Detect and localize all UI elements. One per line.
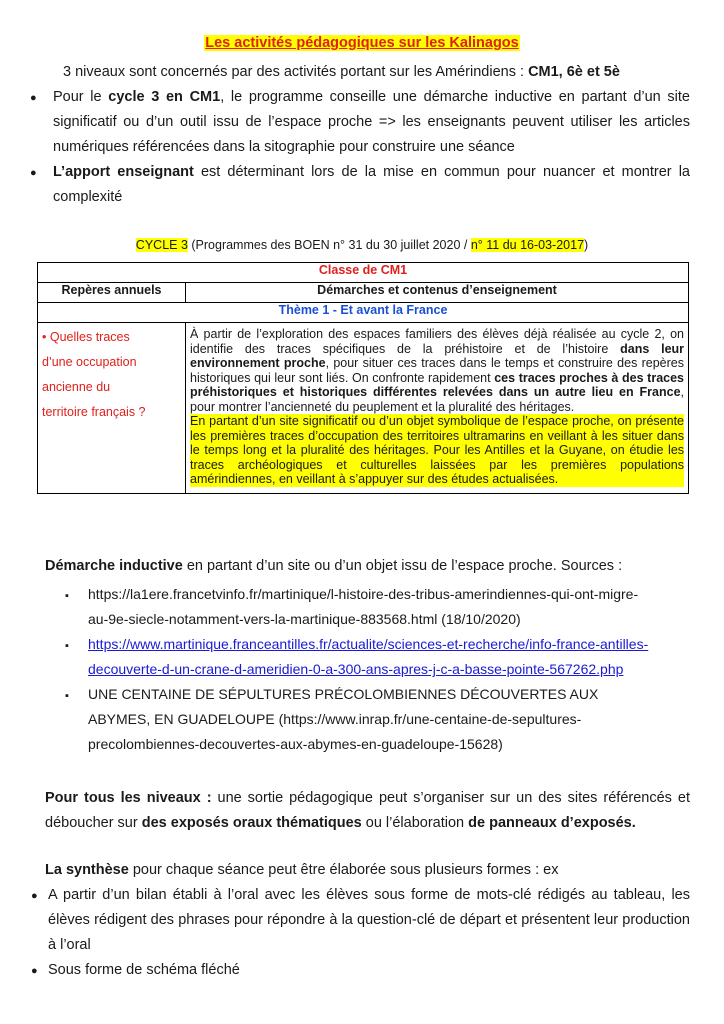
demarche-line: Démarche inductive en partant d’un site ou d’un objet issu de l’espace proche. Sources :	[45, 558, 623, 574]
levels-line: 3 niveaux sont concernés par des activités portant sur les Amérindiens : CM1, 6è et 5è	[63, 64, 620, 80]
bullet-icon: ●	[31, 965, 38, 977]
bullet-icon: ▪	[65, 640, 69, 652]
all-levels-paragraph: Pour tous les niveaux : une sortie pédagogique peut s’organiser sur un des sites référencés et déboucher sur des exposés oraux thématiques ou l’élaboration de panneaux d’exposés.	[45, 790, 690, 831]
synthese-item-bilan: A partir d’un bilan établi à l’oral avec les élèves sous forme de mots-clé rédigés au tableau, les élèves rédigent des phrases pour répondre à la question-clé de départ et présentent leur production à l’oral	[48, 887, 690, 953]
source-franceantilles-link[interactable]	[88, 632, 648, 682]
demarches-cell	[186, 323, 689, 494]
source-link-line-2[interactable]: decouverte-d-un-crane-d-ameridien-0-a-300-ans-apres-j-c-a-basse-pointe-567262.php	[88, 661, 624, 677]
bullet-apport: L’apport enseignant est déterminant lors de la mise en commun pour nuancer et montrer la complexité	[53, 164, 690, 205]
col-header-reperes: Repères annuels	[38, 283, 186, 303]
program-table	[37, 262, 689, 494]
bullet-icon: ▪	[65, 690, 69, 702]
theme-row: Thème 1 - Et avant la France	[38, 303, 689, 323]
source-inrap: UNE CENTAINE DE SÉPULTURES PRÉCOLOMBIENNES DÉCOUVERTES AUX ABYMES, EN GUADELOUPE (https://www.inrap.fr/une-centaine-de-sepultures- precolombiennes-decouvertes-aux-abymes-en-guadeloupe-15628)	[88, 686, 599, 752]
source-la1ere: https://la1ere.francetvinfo.fr/martinique/l-histoire-des-tribus-amerindiennes-qui-ont-migre- au-9e-siecle-notamment-vers-la-martinique-883568.html (18/10/2020)	[88, 586, 639, 627]
synthese-line: La synthèse pour chaque séance peut être élaborée sous plusieurs formes : ex	[45, 862, 559, 878]
class-header: Classe de CM1	[38, 263, 689, 283]
source-link-line-1[interactable]: https://www.martinique.franceantilles.fr/actualite/sciences-et-recherche/info-france-antilles-	[88, 636, 649, 652]
reperes-cell: • Quelles traces d’une occupation ancienne du territoire français ?	[38, 323, 186, 494]
demarches-paragraph-1: À partir de l’exploration des espaces familiers des élèves déjà réalisée au cycle 2, on identifie des traces spécifiques de la préhistoire et de l’histoire dans leur environnement proche, pour situer ces traces dans le temps et construire des repères historiques qui leur sont liés. On confronte rapidement ces traces proches à des traces préhistoriques et historiques différentes relevées dans un autre lieu en France, pour montrer l’ancienneté du peuplement et la pluralité des héritages.	[190, 327, 685, 414]
col-header-demarches: Démarches et contenus d’enseignement	[186, 283, 689, 303]
bullet-icon: ●	[30, 92, 37, 104]
bullet-cycle3: Pour le cycle 3 en CM1, le programme conseille une démarche inductive en partant d’un site significatif ou d’un outil issu de l’espace proche => les enseignants peuvent utiliser les articles numériques référencées dans la sitographie pour construire une séance	[53, 89, 690, 155]
bullet-icon: ▪	[65, 590, 69, 602]
document-title: Les activités pédagogiques sur les Kalinagos	[205, 35, 519, 51]
bullet-icon: ●	[31, 890, 38, 902]
synthese-item-schema: Sous forme de schéma fléché	[48, 962, 240, 978]
program-caption: CYCLE 3 (Programmes des BOEN n° 31 du 30 juillet 2020 / n° 11 du 16-03-2017)	[135, 238, 589, 252]
demarches-paragraph-2: En partant d’un site significatif ou d’un objet symbolique de l’espace proche, on présente les premières traces d’occupation des territoires ultramarins en veillant à les situer dans le temps long et la pluralité des héritages. Pour les Antilles et la Guyane, on étudie les traces archéologiques et culturelles laissées par les premières populations amérindiennes, en veillant à s’appuyer sur des études actualisées.	[190, 414, 685, 486]
bullet-icon: ●	[30, 167, 37, 179]
